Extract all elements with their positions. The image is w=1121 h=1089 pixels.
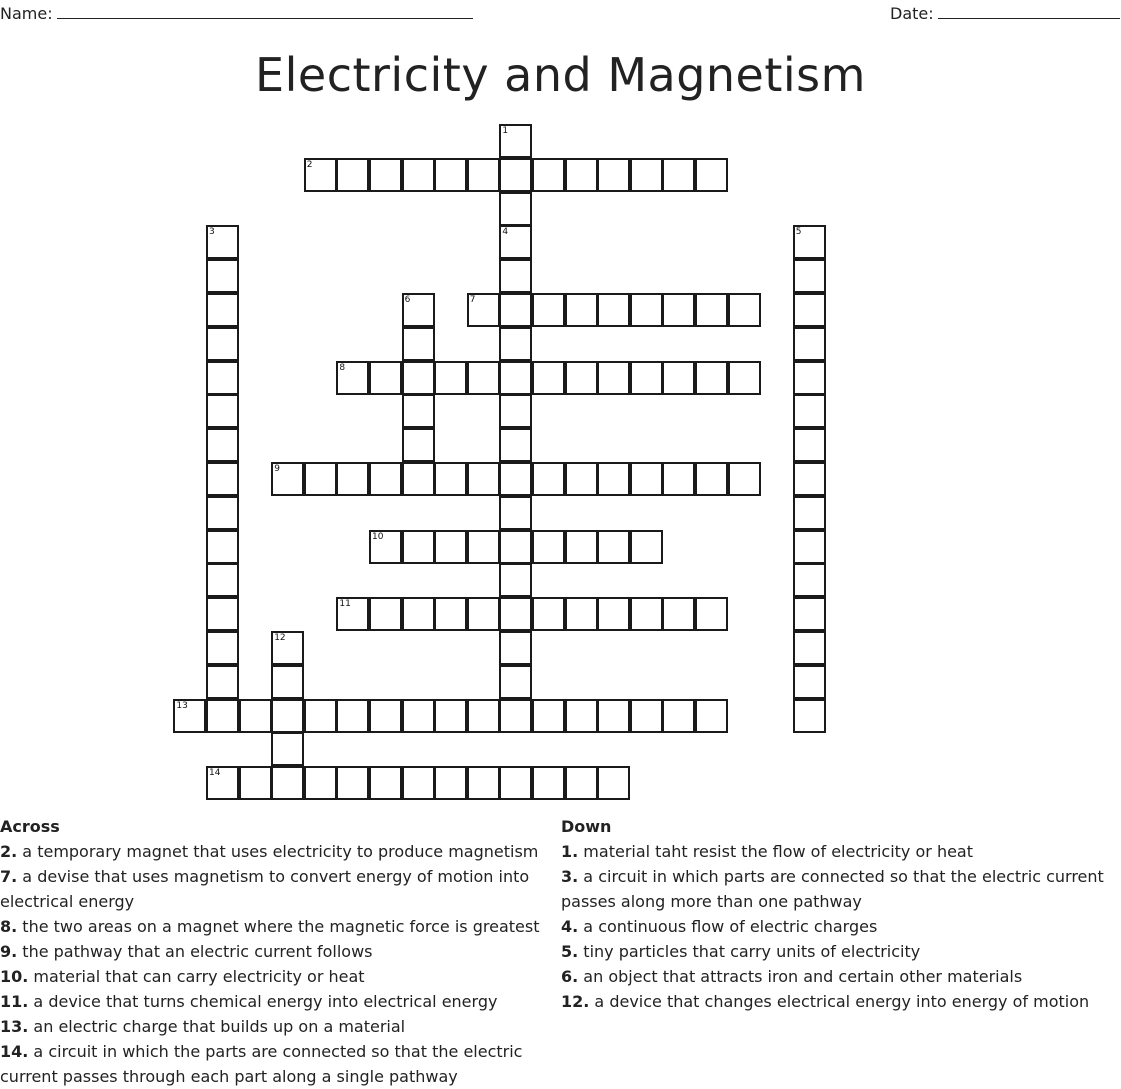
date-label: Date:	[890, 4, 934, 23]
crossword-cell[interactable]	[630, 462, 663, 496]
crossword-cell[interactable]	[369, 158, 402, 192]
crossword-cell[interactable]	[499, 563, 532, 597]
clue-number-2: 2	[306, 159, 313, 170]
crossword-cell[interactable]	[695, 699, 728, 733]
clue-text: material taht resist the flow of electricity or heat	[578, 842, 973, 861]
crossword-cell[interactable]	[271, 732, 304, 766]
crossword-cell[interactable]	[565, 293, 598, 327]
crossword-cell[interactable]	[662, 158, 695, 192]
crossword-cell[interactable]	[402, 293, 435, 327]
crossword-cell[interactable]	[239, 766, 272, 800]
crossword-cell[interactable]	[271, 699, 304, 733]
clue-number-13: 13	[176, 700, 188, 711]
clue-number: 12.	[561, 992, 590, 1011]
clue-number-1: 1	[502, 126, 509, 136]
clue-text: a device that changes electrical energy into energy of motion	[589, 992, 1090, 1011]
crossword-cell[interactable]	[336, 766, 369, 800]
crossword-cell[interactable]	[467, 293, 500, 327]
crossword-cell[interactable]	[271, 462, 304, 496]
page-title: Electricity and Magnetism	[255, 48, 866, 102]
crossword-cell[interactable]	[565, 530, 598, 564]
across-heading: Across	[0, 817, 60, 836]
clue-number: 11.	[0, 992, 29, 1011]
crossword-cell[interactable]	[597, 766, 630, 800]
clue-number-4: 4	[502, 227, 509, 238]
crossword-cell[interactable]	[369, 530, 402, 564]
clue-text: the two areas on a magnet where the magnetic force is greatest	[17, 917, 540, 936]
across-clue	[0, 1014, 540, 1039]
crossword-cell[interactable]	[532, 699, 565, 733]
crossword-cell[interactable]	[467, 699, 500, 733]
crossword-cell[interactable]	[630, 158, 663, 192]
crossword-cell[interactable]	[402, 462, 435, 496]
down-clue	[561, 939, 1121, 964]
clue-number: 8.	[0, 917, 18, 936]
crossword-cell[interactable]	[662, 699, 695, 733]
crossword-cell[interactable]	[662, 361, 695, 395]
crossword-cell[interactable]	[434, 530, 467, 564]
crossword-cell[interactable]	[369, 597, 402, 631]
crossword-cell[interactable]	[597, 361, 630, 395]
name-label: Name:	[0, 4, 53, 23]
clue-number: 1.	[561, 842, 579, 861]
clue-number: 13.	[0, 1017, 29, 1036]
crossword-cell[interactable]	[206, 631, 239, 665]
crossword-cell[interactable]	[434, 361, 467, 395]
clue-number-6: 6	[404, 295, 411, 305]
crossword-cell[interactable]	[532, 158, 565, 192]
crossword-cell[interactable]	[565, 462, 598, 496]
crossword-cell[interactable]	[630, 530, 663, 564]
crossword-cell[interactable]	[499, 124, 532, 158]
crossword-cell[interactable]	[206, 462, 239, 496]
crossword-cell[interactable]	[467, 361, 500, 395]
crossword-cell[interactable]	[402, 699, 435, 733]
crossword-cell[interactable]	[597, 158, 630, 192]
crossword-cell[interactable]	[793, 530, 826, 564]
clue-text: tiny particles that carry units of electricity	[578, 942, 921, 961]
crossword-cell[interactable]	[793, 428, 826, 462]
across-clue	[0, 839, 540, 864]
crossword-cell[interactable]	[206, 530, 239, 564]
crossword-cell[interactable]	[565, 597, 598, 631]
crossword-cell[interactable]	[369, 699, 402, 733]
crossword-cell[interactable]	[206, 394, 239, 428]
crossword-cell[interactable]	[369, 361, 402, 395]
crossword-cell[interactable]	[271, 766, 304, 800]
crossword-cell[interactable]	[630, 699, 663, 733]
crossword-cell[interactable]	[499, 530, 532, 564]
crossword-cell[interactable]	[793, 462, 826, 496]
crossword-cell[interactable]	[695, 158, 728, 192]
crossword-cell[interactable]	[206, 766, 239, 800]
down-clue	[561, 839, 1121, 864]
crossword-cell[interactable]	[499, 631, 532, 665]
clue-number-10: 10	[372, 531, 384, 542]
crossword-cell[interactable]	[597, 699, 630, 733]
crossword-cell[interactable]	[499, 327, 532, 361]
crossword-cell[interactable]	[793, 259, 826, 293]
crossword-cell[interactable]	[662, 462, 695, 496]
clue-text: an object that attracts iron and certain other materials	[578, 967, 1023, 986]
clue-number-8: 8	[339, 362, 346, 373]
crossword-cell[interactable]	[336, 158, 369, 192]
crossword-cell[interactable]	[630, 361, 663, 395]
crossword-cell[interactable]	[499, 259, 532, 293]
crossword-cell[interactable]	[402, 428, 435, 462]
clue-number: 5.	[561, 942, 579, 961]
crossword-cell[interactable]	[434, 158, 467, 192]
crossword-cell[interactable]	[402, 327, 435, 361]
crossword-cell[interactable]	[565, 766, 598, 800]
crossword-cell[interactable]	[206, 699, 239, 733]
crossword-cell[interactable]	[565, 158, 598, 192]
clue-number-5: 5	[795, 227, 802, 238]
crossword-cell[interactable]	[499, 597, 532, 631]
across-clue	[0, 914, 540, 939]
crossword-cell[interactable]	[336, 597, 369, 631]
crossword-cell[interactable]	[793, 293, 826, 327]
down-clues	[561, 814, 1121, 1014]
crossword-cell[interactable]	[336, 699, 369, 733]
clue-number-14: 14	[209, 768, 221, 779]
crossword-cell[interactable]	[467, 530, 500, 564]
crossword-cell[interactable]	[532, 462, 565, 496]
crossword-cell[interactable]	[793, 699, 826, 733]
across-clue	[0, 1039, 540, 1089]
clue-text: a circuit in which the parts are connected so that the electric current passes through each part along a single pathway	[0, 1042, 523, 1086]
clue-text: the pathway that an electric current follows	[17, 942, 373, 961]
clue-number-9: 9	[274, 464, 280, 474]
crossword-cell[interactable]	[206, 225, 239, 259]
clue-number: 4.	[561, 917, 579, 936]
crossword-cell[interactable]	[597, 597, 630, 631]
crossword-cell[interactable]	[499, 428, 532, 462]
crossword-cell[interactable]	[369, 766, 402, 800]
crossword-cell[interactable]	[793, 665, 826, 699]
crossword-cell[interactable]	[206, 293, 239, 327]
crossword-cell[interactable]	[206, 327, 239, 361]
crossword-cell[interactable]	[793, 327, 826, 361]
crossword-cell[interactable]	[271, 631, 304, 665]
crossword-cell[interactable]	[499, 192, 532, 226]
clue-number: 7.	[0, 867, 18, 886]
clue-number: 9.	[0, 942, 18, 961]
clue-text: a circuit in which parts are connected so that the electric current passes along more than one pathway	[561, 867, 1104, 911]
crossword-cell[interactable]	[532, 766, 565, 800]
crossword-cell[interactable]	[173, 699, 206, 733]
down-clue	[561, 864, 1121, 914]
crossword-cell[interactable]	[369, 462, 402, 496]
crossword-cell[interactable]	[793, 597, 826, 631]
crossword-cell[interactable]	[499, 462, 532, 496]
crossword-cell[interactable]	[434, 699, 467, 733]
crossword-cell[interactable]	[499, 293, 532, 327]
crossword-cell[interactable]	[597, 530, 630, 564]
down-clue	[561, 914, 1121, 939]
clue-number-11: 11	[339, 599, 351, 610]
crossword-cell[interactable]	[728, 293, 761, 327]
crossword-cell[interactable]	[402, 361, 435, 395]
crossword-cell[interactable]	[402, 394, 435, 428]
clue-number-3: 3	[209, 227, 215, 238]
crossword-cell[interactable]	[532, 361, 565, 395]
crossword-cell[interactable]	[336, 462, 369, 496]
clue-number: 2.	[0, 842, 18, 861]
clue-text: a temporary magnet that uses electricity to produce magnetism	[17, 842, 539, 861]
down-heading: Down	[561, 817, 612, 836]
crossword-cell[interactable]	[565, 361, 598, 395]
clue-number: 6.	[561, 967, 579, 986]
crossword-cell[interactable]	[304, 158, 337, 192]
crossword-cell[interactable]	[499, 496, 532, 530]
crossword-cell[interactable]	[695, 597, 728, 631]
clue-number-7: 7	[469, 295, 476, 305]
crossword-cell[interactable]	[304, 699, 337, 733]
crossword-cell[interactable]	[793, 631, 826, 665]
crossword-cell[interactable]	[434, 462, 467, 496]
down-clue	[561, 964, 1121, 989]
crossword-cell[interactable]	[467, 462, 500, 496]
crossword-cell[interactable]	[793, 496, 826, 530]
across-clue	[0, 989, 540, 1014]
across-clue	[0, 964, 540, 989]
crossword-cell[interactable]	[434, 597, 467, 631]
clue-text: an electric charge that builds up on a material	[28, 1017, 406, 1036]
crossword-cell[interactable]	[304, 766, 337, 800]
crossword-cell[interactable]	[206, 496, 239, 530]
crossword-cell[interactable]	[499, 394, 532, 428]
clue-text: material that can carry electricity or heat	[28, 967, 365, 986]
crossword-cell[interactable]	[793, 563, 826, 597]
clue-number: 3.	[561, 867, 579, 886]
crossword-cell[interactable]	[206, 597, 239, 631]
clue-text: a devise that uses magnetism to convert energy of motion into electrical energy	[0, 867, 530, 911]
crossword-cell[interactable]	[434, 766, 467, 800]
across-clue	[0, 864, 540, 914]
crossword-cell[interactable]	[467, 158, 500, 192]
crossword-cell[interactable]	[499, 158, 532, 192]
crossword-cell[interactable]	[206, 563, 239, 597]
crossword-cell[interactable]	[402, 530, 435, 564]
clue-text: a continuous flow of electric charges	[578, 917, 878, 936]
clue-number-12: 12	[274, 633, 286, 643]
crossword-cell[interactable]	[630, 293, 663, 327]
crossword-cell[interactable]	[532, 597, 565, 631]
crossword-cell[interactable]	[499, 665, 532, 699]
crossword-cell[interactable]	[336, 361, 369, 395]
crossword-cell[interactable]	[728, 361, 761, 395]
crossword-cell[interactable]	[499, 699, 532, 733]
clue-text: a device that turns chemical energy into electrical energy	[28, 992, 498, 1011]
clue-number: 14.	[0, 1042, 29, 1061]
crossword-cell[interactable]	[695, 361, 728, 395]
clue-number: 10.	[0, 967, 29, 986]
crossword-cell[interactable]	[728, 462, 761, 496]
crossword-cell[interactable]	[499, 225, 532, 259]
crossword-cell[interactable]	[467, 597, 500, 631]
crossword-cell[interactable]	[597, 462, 630, 496]
crossword-cell[interactable]	[532, 530, 565, 564]
crossword-cell[interactable]	[597, 293, 630, 327]
crossword-cell[interactable]	[499, 766, 532, 800]
crossword-cell[interactable]	[239, 699, 272, 733]
across-clue	[0, 939, 540, 964]
crossword-cell[interactable]	[467, 766, 500, 800]
crossword-cell[interactable]	[793, 394, 826, 428]
crossword-cell[interactable]	[695, 462, 728, 496]
crossword-cell[interactable]	[206, 428, 239, 462]
crossword-cell[interactable]	[499, 361, 532, 395]
crossword-cell[interactable]	[793, 361, 826, 395]
crossword-cell[interactable]	[271, 665, 304, 699]
crossword-cell[interactable]	[793, 225, 826, 259]
crossword-cell[interactable]	[402, 766, 435, 800]
crossword-cell[interactable]	[304, 462, 337, 496]
crossword-cell[interactable]	[532, 293, 565, 327]
crossword-cell[interactable]	[402, 158, 435, 192]
crossword-cell[interactable]	[695, 293, 728, 327]
crossword-cell[interactable]	[206, 361, 239, 395]
crossword-cell[interactable]	[565, 699, 598, 733]
crossword-cell[interactable]	[402, 597, 435, 631]
down-clue	[561, 989, 1121, 1014]
crossword-cell[interactable]	[662, 293, 695, 327]
crossword-cell[interactable]	[206, 259, 239, 293]
crossword-cell[interactable]	[206, 665, 239, 699]
crossword-cell[interactable]	[630, 597, 663, 631]
across-clues	[0, 814, 540, 1089]
crossword-cell[interactable]	[662, 597, 695, 631]
